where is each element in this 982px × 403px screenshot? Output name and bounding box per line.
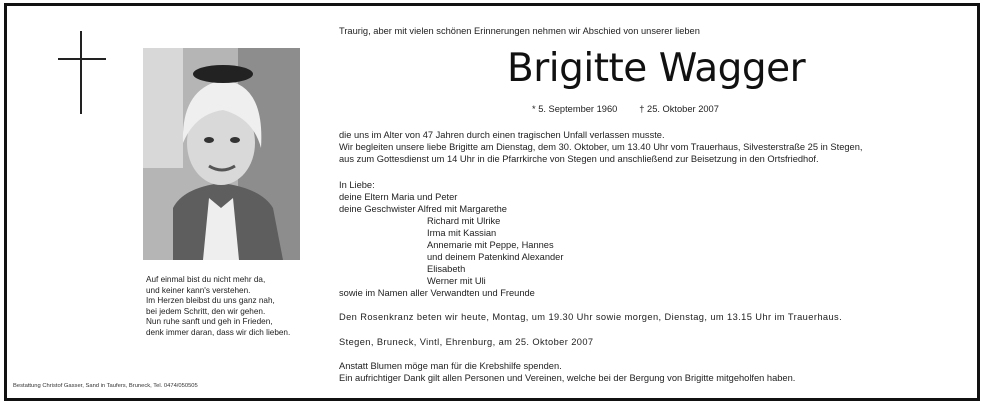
sibling-line: Annemarie mit Peppe, Hannes [427,240,554,250]
cross-icon [80,31,82,114]
announcement-paragraph [339,129,862,165]
closing-paragraph [339,360,795,384]
place-date-line: Stegen, Bruneck, Vintl, Ehrenburg, am 25. Oktober 2007 [339,337,594,347]
sibling-line: Richard mit Ulrike [427,216,501,226]
sibling-line: Elisabeth [427,264,466,274]
poem-line: Nun ruhe sanft und geh in Frieden, [146,317,273,327]
rosary-line: Den Rosenkranz beten wir heute, Montag, um 19.30 Uhr sowie morgen, Dienstag, um 13.15 Uhr im Trauerhaus. [339,312,843,322]
birth-date: * 5. September 1960 [532,104,618,114]
paragraph-line: Wir begleiten unsere liebe Brigitte am Dienstag, dem 30. Oktober, um 13.40 Uhr vom Trauerhaus, Silvesterstraße 25 in Stegen, [339,142,863,152]
intro-line: Traurig, aber mit vielen schönen Erinnerungen nehmen wir Abschied von unserer lieben [339,26,700,36]
poem-line: Auf einmal bist du nicht mehr da, [146,275,266,284]
deceased-name: Brigitte Wagger [507,46,806,91]
life-dates [532,104,719,114]
paragraph-line: die uns im Alter von 47 Jahren durch einen tragischen Unfall verlassen musste. [339,130,665,140]
funeral-home-footer: Bestattung Christof Gasser, Sand in Taufers, Bruneck, Tel. 0474/050505 [13,383,198,389]
sibling-line: Irma mit Kassian [427,228,497,238]
portrait-photo [143,48,300,260]
poem-line: bei jedem Schritt, den wir gehen. [146,306,266,316]
cross-icon-bar [58,58,106,60]
poem-line: denk immer daran, dass wir dich lieben. [146,327,291,337]
death-date: † 25. Oktober 2007 [639,104,719,114]
paragraph-line: aus zum Gottesdienst um 14 Uhr in die Pfarrkirche von Stegen und anschließend zur Beisetzung in den Ortsfriedhof. [339,154,819,164]
closing-line: Ein aufrichtiger Dank gilt allen Personen und Vereinen, welche bei der Bergung von Brigitte mitgeholfen haben. [339,373,796,383]
closing-line: Anstatt Blumen möge man für die Krebshilfe spenden. [339,361,562,371]
mourners-list [339,179,563,299]
sibling-line: Werner mit Uli [427,276,486,286]
parents-line: deine Eltern Maria und Peter [339,192,458,202]
sibling-line: und deinem Patenkind Alexander [427,252,564,262]
relatives-line: sowie im Namen aller Verwandten und Freunde [339,288,535,298]
poem-line: und keiner kann's verstehen. [146,285,251,295]
in-liebe-label: In Liebe: [339,180,375,190]
poem [146,275,316,339]
siblings-intro: deine Geschwister Alfred mit Margarethe [339,204,507,214]
poem-line: Im Herzen bleibst du uns ganz nah, [146,296,275,306]
